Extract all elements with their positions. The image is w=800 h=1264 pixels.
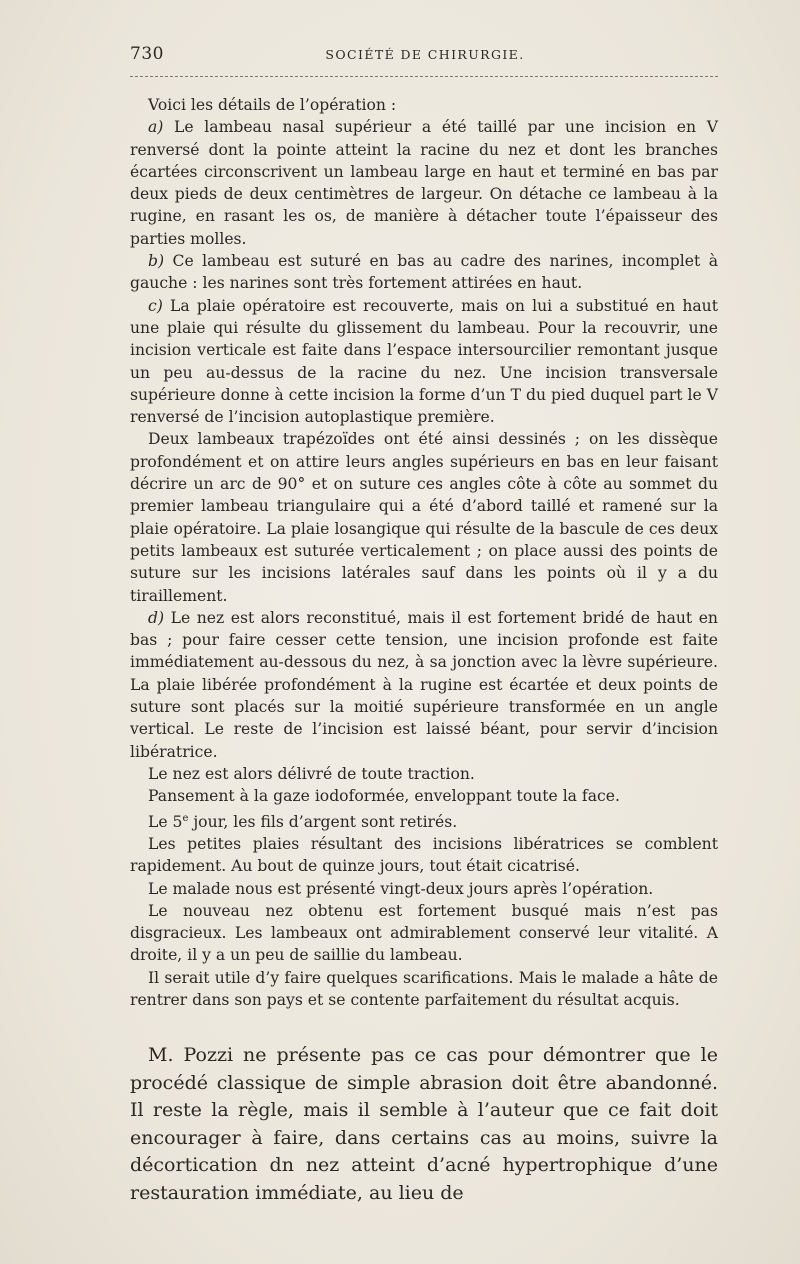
page-header [130,44,720,68]
label-b: b) [148,252,165,271]
page-number: 730 [130,44,164,64]
paragraph-petites-plaies: Les petites plaies résultant des incisions libératrices se comblent rapidement. Au bout de quinze jours, tout était cicatrisé. [130,834,718,876]
text-a: Le lambeau nasal supérieur a été taillé par une incision en V renversé dont la pointe atteint la racine du nez et dont les branches écartées circonscrivent un lambeau large en haut et terminé en bas par deux pieds de deux centimètres de largeur. On détache ce lambeau à la rugine, en rasant les os, de manière à détacher toute l’épaisseur des parties molles. [130,118,718,248]
paragraph-pansement: Pansement à la gaze iodoformée, enveloppant toute la face. [148,787,620,806]
paragraph-a [130,116,718,250]
text-c: La plaie opératoire est recouverte, mais on lui a substitué en haut une plaie qui résulte du glissement du lambeau. Pour la recouvrir, une incision verticale est faite dans l’espace intersourcilier remontant jusque un peu au-dessus de la racine du nez. Une incision transversale supérieure donne à cette incision la forme d’un T du pied duquel part le V renversé de l’incision autoplastique première. [130,296,718,427]
header-rule [130,76,718,78]
paragraph-deux-lambeaux: Deux lambeaux trapézoïdes ont été ainsi dessinés ; on les dissèque profondément et on attire leurs angles supérieurs en bas en leur faisant décrire un arc de 90° et on suture ces angles côte à côte au sommet du premier lambeau triangulaire qui a été d’abord taillé et ramené sur la plaie opératoire. La plaie losangique qui résulte de la bascule de ces deux petits lambeaux est suturée verticalement ; on place aussi des points de suture sur les incisions latérales sauf dans les points où il y a du tiraillement. [130,430,718,605]
comment-paragraph: M. Pozzi ne présente pas ce cas pour démontrer que le procédé classique de simple abrasion doit être abandonné. Il reste la règle, mais il semble à l’auteur que ce fait doit encourager à faire, dans certains cas au moins, suivre la décortication dn nez atteint d’acné hypertrophique d’une restauration immédiate, au lieu de [130,1044,718,1204]
paragraph-c [130,295,718,429]
paragraph-malade: Le malade nous est présenté vingt-deux jours après l’opération. [148,879,654,898]
running-title: SOCIÉTÉ DE CHIRURGIE. [325,47,525,62]
paragraph-nouveau-nez: Le nouveau nez obtenu est fortement busqué mais n’est pas disgracieux. Les lambeaux ont admirablement conservé leur vitalité. A droite, il y a un peu de saillie du lambeau. [130,901,718,965]
case-report-body [130,94,718,1011]
label-c: c) [148,296,163,315]
pozzi-comment [130,1042,718,1207]
paragraph-d [130,607,718,763]
superscript-e: e [182,812,189,824]
intro-paragraph: Voici les détails de l’opération : [148,96,397,114]
label-d: d) [148,608,165,627]
text-b: Ce lambeau est suturé en bas au cadre des narines, incomplet à gauche : les narines sont très fortement attirées en haut. [130,252,718,293]
paragraph-b [130,250,718,295]
text-d: Le nez est alors reconstitué, mais il est fortement bridé de haut en bas ; pour faire cesser cette tension, une incision profonde est faite immédiatement au-dessous du nez, à sa jonction avec la lèvre supérieure. La plaie libérée profondément à la rugine est écartée et deux points de suture sont placés sur la moitié supérieure transformée en un angle vertical. Le reste de l’incision est laissé béant, pour servir d’incision libératrice. [130,608,718,761]
paragraph-scarifications: Il serait utile d’y faire quelques scarifications. Mais le malade a hâte de rentrer dans son pays et se contente parfaitement du résultat acquis. [130,968,718,1010]
label-a: a) [148,118,164,137]
paragraph-delivre: Le nez est alors délivré de toute traction. [148,764,475,783]
paragraph-fils: Le 5e jour, les fils d’argent sont retirés. [148,812,458,831]
